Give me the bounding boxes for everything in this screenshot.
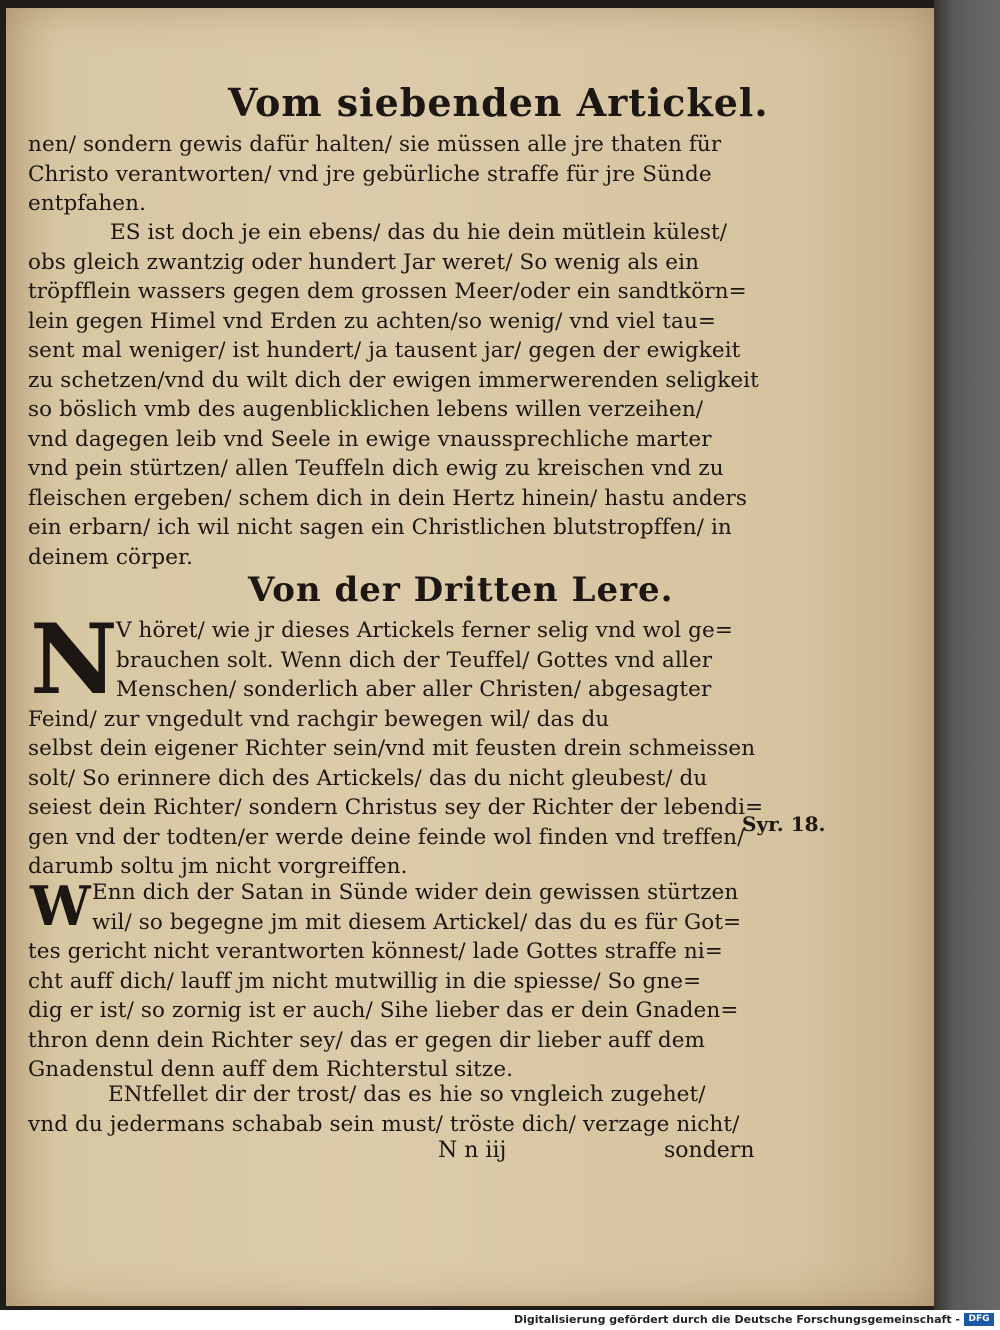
footer-credit: Digitalisierung gefördert durch die Deutsche Forschungsgemeinschaft - [513,1313,960,1326]
running-head: Vom siebenden Artickel. [228,80,769,125]
text-line: zu schetzen/vnd du wilt dich der ewigen immerwerenden seligkeit [28,367,759,393]
text-line: Feind/ zur vngedult vnd rachgir bewegen wil/ das du [28,706,610,732]
text-line: gen vnd der todten/er werde deine feinde wol finden vnd treffen/ [28,824,745,850]
text-line: thron denn dein Richter sey/ das er gegen dir lieber auff dem [28,1027,706,1053]
drop-cap-initial: N [30,603,118,716]
text-line: V höret/ wie jr dieses Artickels ferner selig vnd wol ge= [116,618,733,643]
signature-mark: N n iij [438,1138,507,1163]
text-line: fleischen ergeben/ schem dich in dein Hertz hinein/ hastu anders [28,485,748,511]
text-line: sent mal weniger/ ist hundert/ ja tausent jar/ gegen der ewigkeit [28,338,741,363]
text-line: obs gleich zwantzig oder hundert Jar weret/ So wenig als ein [28,249,700,275]
text-line: wil/ so begegne jm mit diesem Artickel/ das du es für Got= [92,909,742,935]
text-line: seiest dein Richter/ sondern Christus sey der Richter der lebendi= [28,795,764,820]
text-line: so böslich vmb des augenblicklichen lebens willen verzeihen/ [28,397,704,422]
text-line: ES ist doch je ein ebens/ das du hie dein mütlein külest/ [110,220,728,245]
text-line: solt/ So erinnere dich des Artickels/ das du nicht gleubest/ du [28,765,708,791]
text-line: vnd dagegen leib vnd Seele in ewige vnaussprechliche marter [28,426,712,452]
dfg-logo: DFG [964,1313,994,1326]
text-line: tes gericht nicht verantworten könnest/ lade Gottes straffe ni= [28,939,723,964]
page-edge [934,0,1000,1310]
text-line: Christo verantworten/ vnd jre gebürliche straffe für jre Sünde [28,161,712,187]
text-line: Gnadenstul denn auff dem Richterstul sitze. [28,1057,514,1082]
catchword: sondern [664,1138,755,1163]
text-line: Menschen/ sonderlich aber aller Christen/ abgesagter [116,677,712,702]
initial-letter: W [30,874,91,938]
text-line: ein erbarn/ ich wil nicht sagen ein Christlichen blutstropffen/ in [28,515,732,540]
text-line: cht auff dich/ lauff jm nicht mutwillig in die spiesse/ So gne= [28,968,702,994]
text-line: entpfahen. [28,191,147,216]
text-line: Enn dich der Satan in Sünde wider dein gewissen stürtzen [92,880,739,905]
text-line: selbst dein eigener Richter sein/vnd mit feusten drein schmeissen [28,736,756,761]
text-line: vnd pein stürtzen/ allen Teuffeln dich ewig zu kreischen vnd zu [28,456,724,481]
text-line: vnd du jedermans schabab sein must/ tröste dich/ verzage nicht/ [28,1111,740,1137]
text-line: dig er ist/ so zornig ist er auch/ Sihe lieber das er dein Gnaden= [28,998,739,1023]
text-line: brauchen solt. Wenn dich der Teuffel/ Gottes vnd aller [116,647,713,673]
margin-note: Syr. 18. [742,812,826,836]
section-heading: Von der Dritten Lere. [248,570,674,610]
text-line: darumb soltu jm nicht vorgreiffen. [28,854,408,879]
text-line: lein gegen Himel vnd Erden zu achten/so wenig/ vnd viel tau= [28,308,717,334]
text-line: ENtfellet dir der trost/ das es hie so vngleich zugehet/ [108,1082,706,1107]
text-line: nen/ sondern gewis dafür halten/ sie müssen alle jre thaten für [28,132,722,157]
text-line: deinem cörper. [28,544,194,570]
text-line: tröpfflein wassers gegen dem grossen Meer/oder ein sandtkörn= [28,279,747,304]
